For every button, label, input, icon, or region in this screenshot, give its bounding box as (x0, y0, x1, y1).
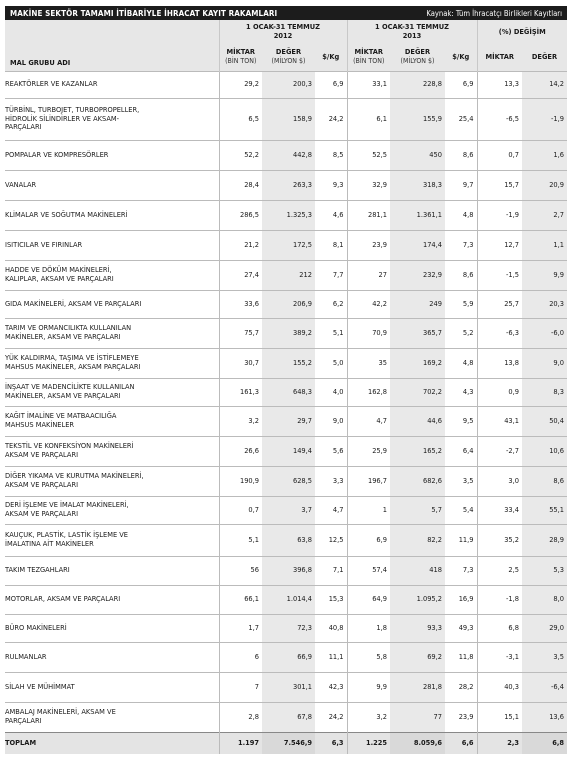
cell-miktar-2012: 190,9 (219, 466, 262, 496)
cell-deger-2013: 82,2 (390, 524, 445, 556)
cell-usdkg-2012: 24,2 (328, 113, 344, 123)
cell-miktar-2013: 281,1 (347, 200, 390, 230)
cell-name: BÜRO MAKİNELERİ (5, 622, 67, 632)
header-miktar-2013: MİKTAR (BİN TON) (347, 44, 390, 71)
cell-usdkg-2012: 3,3 (332, 475, 344, 485)
cell-usdkg-2013: 25,4 (458, 113, 474, 123)
cell-deger-2012: 72,3 (262, 614, 315, 642)
cell-name: YÜK KALDIRMA, TAŞIMA VE İSTİFLEMEYE MAHSUS MAKİNELER, AKSAM PARÇALARI (5, 353, 141, 371)
cell-usdkg-2013: 23,9 (458, 711, 474, 721)
cell-miktar-2012: 30,7 (219, 348, 262, 378)
cell-change-miktar: 25,7 (477, 290, 522, 318)
cell-deger-2012: 1.325,3 (262, 200, 315, 230)
cell-deger-2013: 174,4 (390, 230, 445, 260)
cell-usdkg-2013: 9,5 (462, 415, 474, 425)
cell-miktar-2013: 162,8 (347, 378, 390, 406)
cell-deger-2013: 249 (390, 290, 445, 318)
header-period-2013: 1 OCAK-31 TEMMUZ 2013 (347, 20, 477, 44)
cell-deger-2012: 301,1 (262, 672, 315, 702)
cell-deger-2013: 165,2 (390, 436, 445, 466)
cell-change-miktar: 6,8 (477, 614, 522, 642)
cell-miktar-2013: 52,5 (347, 140, 390, 170)
cell-change-miktar: 3,0 (477, 466, 522, 496)
cell-change-deger: 1,6 (522, 140, 567, 170)
header-change: (%) DEĞİŞİM (477, 20, 567, 44)
cell-name: TÜRBİNL, TURBOJET, TURBOPROPELLER, HİDROLİK SİLİNDİRLER VE AKSAM- PARÇALARI (5, 104, 140, 132)
cell-change-deger: 6,8 (522, 732, 567, 754)
cell-usdkg-2012: 12,5 (328, 534, 344, 544)
cell-deger-2013: 450 (390, 140, 445, 170)
cell-change-deger: 28,9 (522, 524, 567, 556)
cell-miktar-2012: 0,7 (219, 496, 262, 524)
cell-usdkg-2013: 6,9 (462, 79, 474, 89)
cell-miktar-2012: 1,7 (219, 614, 262, 642)
header-row-periods (5, 20, 567, 44)
cell-name: GIDA MAKİNELERİ, AKSAM VE PARÇALARI (5, 298, 142, 308)
table-title: MAKİNE SEKTÖR TAMAMI İTİBARİYLE İHRACAT KAYIT RAKAMLARI (10, 8, 278, 18)
cell-deger-2013: 69,2 (390, 642, 445, 672)
cell-change-deger: 20,3 (522, 290, 567, 318)
cell-miktar-2013: 32,9 (347, 170, 390, 200)
cell-change-deger: 8,0 (522, 585, 567, 614)
cell-change-miktar: -6,3 (477, 318, 522, 348)
cell-usdkg-2012: 7,1 (332, 565, 344, 575)
cell-usdkg-2012: 5,1 (332, 327, 344, 337)
cell-deger-2013: 318,3 (390, 170, 445, 200)
cell-usdkg-2012: 6,2 (332, 298, 344, 308)
cell-usdkg-2013: 9,7 (462, 179, 474, 189)
cell-deger-2013: 281,8 (390, 672, 445, 702)
cell-usdkg-2012: 7,7 (332, 269, 344, 279)
table-row (5, 702, 567, 732)
cell-name: KAUÇUK, PLASTİK, LASTİK İŞLEME VE İMALATINA AİT MAKİNELER (5, 530, 129, 548)
cell-miktar-2012: 29,2 (219, 71, 262, 98)
cell-usdkg-2013: 5,2 (462, 327, 474, 337)
cell-deger-2013: 365,7 (390, 318, 445, 348)
cell-name: POMPALAR VE KOMPRESÖRLER (5, 149, 109, 159)
cell-usdkg-2012: 9,0 (332, 415, 344, 425)
cell-change-miktar: 2,5 (477, 556, 522, 585)
cell-deger-2012: 172,5 (262, 230, 315, 260)
cell-miktar-2012: 3,2 (219, 406, 262, 436)
cell-change-deger: 1,1 (522, 230, 567, 260)
cell-deger-2013: 682,6 (390, 466, 445, 496)
cell-change-miktar: 15,7 (477, 170, 522, 200)
cell-usdkg-2012: 6,9 (332, 79, 344, 89)
table-row (5, 614, 567, 642)
cell-name: TOPLAM (5, 737, 37, 747)
cell-miktar-2012: 21,2 (219, 230, 262, 260)
cell-deger-2013: 8.059,6 (390, 732, 445, 754)
cell-miktar-2013: 42,2 (347, 290, 390, 318)
cell-deger-2012: 200,3 (262, 71, 315, 98)
header-row-columns (5, 44, 567, 71)
cell-change-miktar: -3,1 (477, 642, 522, 672)
cell-miktar-2013: 57,4 (347, 556, 390, 585)
cell-deger-2012: 212 (262, 260, 315, 290)
cell-deger-2012: 155,2 (262, 348, 315, 378)
cell-miktar-2013: 1,8 (347, 614, 390, 642)
cell-usdkg-2012: 42,3 (328, 681, 344, 691)
header-spacer (5, 20, 219, 44)
header-period-2012: 1 OCAK-31 TEMMUZ 2012 (219, 20, 347, 44)
table-row (5, 496, 567, 524)
table-row (5, 466, 567, 496)
cell-change-deger: 50,4 (522, 406, 567, 436)
cell-miktar-2013: 27 (347, 260, 390, 290)
cell-miktar-2013: 64,9 (347, 585, 390, 614)
header-change-miktar: MİKTAR (477, 44, 522, 71)
header-name-col: MAL GRUBU ADI (5, 44, 219, 71)
header-change-deger: DEĞER (522, 44, 567, 71)
cell-miktar-2013: 6,1 (347, 98, 390, 140)
cell-deger-2012: 158,9 (262, 98, 315, 140)
table-row (5, 348, 567, 378)
cell-deger-2013: 418 (390, 556, 445, 585)
table-row (5, 98, 567, 140)
cell-change-deger: 14,2 (522, 71, 567, 98)
cell-change-deger: 3,5 (522, 642, 567, 672)
table-row (5, 436, 567, 466)
cell-usdkg-2013: 7,3 (462, 239, 474, 249)
cell-miktar-2012: 28,4 (219, 170, 262, 200)
cell-miktar-2013: 35 (347, 348, 390, 378)
cell-change-deger: -1,9 (522, 98, 567, 140)
cell-change-deger: 10,6 (522, 436, 567, 466)
cell-usdkg-2012: 8,1 (332, 239, 344, 249)
cell-usdkg-2013: 11,8 (458, 651, 474, 661)
cell-deger-2013: 702,2 (390, 378, 445, 406)
cell-change-miktar: 15,1 (477, 702, 522, 732)
cell-usdkg-2012: 5,6 (332, 445, 344, 455)
cell-name: SİLAH VE MÜHİMMAT (5, 681, 75, 691)
cell-name: TAKIM TEZGAHLARI (5, 565, 70, 575)
cell-deger-2012: 1.014,4 (262, 585, 315, 614)
cell-deger-2012: 263,3 (262, 170, 315, 200)
cell-deger-2013: 232,9 (390, 260, 445, 290)
cell-change-deger: 2,7 (522, 200, 567, 230)
cell-name: VANALAR (5, 179, 37, 189)
cell-change-miktar: 33,4 (477, 496, 522, 524)
header-deger-2012: DEĞER (MİLYON $) (262, 44, 315, 71)
cell-usdkg-2013: 4,3 (462, 386, 474, 396)
header-deger-2013: DEĞER (MİLYON $) (390, 44, 445, 71)
table-row (5, 140, 567, 170)
cell-deger-2012: 66,9 (262, 642, 315, 672)
cell-deger-2012: 396,8 (262, 556, 315, 585)
cell-deger-2012: 67,8 (262, 702, 315, 732)
cell-change-miktar: -1,5 (477, 260, 522, 290)
export-table (5, 20, 567, 754)
table-row (5, 318, 567, 348)
cell-change-miktar: 0,9 (477, 378, 522, 406)
cell-usdkg-2013: 11,9 (458, 534, 474, 544)
cell-usdkg-2013: 16,9 (458, 594, 474, 604)
cell-name: KAĞIT İMALİNE VE MATBAACILIĞA MAHSUS MAKİNELER (5, 411, 117, 429)
cell-miktar-2012: 5,1 (219, 524, 262, 556)
cell-change-miktar: 40,3 (477, 672, 522, 702)
cell-deger-2012: 206,9 (262, 290, 315, 318)
cell-deger-2013: 1.361,1 (390, 200, 445, 230)
cell-usdkg-2012: 4,6 (332, 209, 344, 219)
title-bar (5, 6, 567, 20)
cell-usdkg-2013: 6,6 (461, 737, 474, 747)
cell-deger-2013: 77 (390, 702, 445, 732)
cell-change-deger: 20,9 (522, 170, 567, 200)
cell-usdkg-2013: 5,4 (462, 504, 474, 514)
cell-miktar-2012: 161,3 (219, 378, 262, 406)
cell-name: DERİ İŞLEME VE İMALAT MAKİNELERİ, AKSAM VE PARÇALARI (5, 500, 129, 518)
cell-miktar-2012: 27,4 (219, 260, 262, 290)
cell-change-deger: 29,0 (522, 614, 567, 642)
cell-name: AMBALAJ MAKİNELERİ, AKSAM VE PARÇALARI (5, 707, 116, 725)
cell-deger-2013: 44,6 (390, 406, 445, 436)
cell-change-miktar: 0,7 (477, 140, 522, 170)
cell-change-miktar: 13,3 (477, 71, 522, 98)
cell-miktar-2013: 1 (347, 496, 390, 524)
cell-name: KLİMALAR VE SOĞUTMA MAKİNELERİ (5, 209, 128, 219)
cell-usdkg-2013: 8,6 (462, 149, 474, 159)
cell-miktar-2013: 3,2 (347, 702, 390, 732)
cell-usdkg-2012: 5,0 (332, 357, 344, 367)
cell-miktar-2013: 1.225 (347, 732, 390, 754)
cell-usdkg-2013: 3,5 (462, 475, 474, 485)
cell-usdkg-2012: 11,1 (328, 651, 344, 661)
cell-change-miktar: 43,1 (477, 406, 522, 436)
cell-usdkg-2013: 4,8 (462, 357, 474, 367)
cell-usdkg-2012: 4,0 (332, 386, 344, 396)
cell-usdkg-2012: 15,3 (328, 594, 344, 604)
cell-miktar-2013: 6,9 (347, 524, 390, 556)
cell-deger-2012: 628,5 (262, 466, 315, 496)
source-note: Kaynak: Tüm İhracatçı Birlikleri Kayıtları (426, 8, 562, 18)
cell-change-miktar: -1,9 (477, 200, 522, 230)
cell-deger-2013: 5,7 (390, 496, 445, 524)
cell-usdkg-2013: 4,8 (462, 209, 474, 219)
cell-change-miktar: -6,5 (477, 98, 522, 140)
cell-name: REAKTÖRLER VE KAZANLAR (5, 79, 98, 89)
cell-deger-2012: 3,7 (262, 496, 315, 524)
cell-deger-2012: 648,3 (262, 378, 315, 406)
cell-miktar-2013: 23,9 (347, 230, 390, 260)
cell-change-miktar: 35,2 (477, 524, 522, 556)
table-row (5, 230, 567, 260)
cell-deger-2013: 169,2 (390, 348, 445, 378)
cell-miktar-2013: 196,7 (347, 466, 390, 496)
cell-change-miktar: -1,8 (477, 585, 522, 614)
cell-deger-2013: 228,8 (390, 71, 445, 98)
table-row (5, 672, 567, 702)
cell-change-deger: 8,6 (522, 466, 567, 496)
cell-name: RULMANLAR (5, 651, 47, 661)
cell-usdkg-2012: 24,2 (328, 711, 344, 721)
export-table-page (5, 6, 567, 754)
cell-usdkg-2012: 6,3 (331, 737, 344, 747)
table-row (5, 260, 567, 290)
table-row (5, 524, 567, 556)
cell-change-deger: 5,3 (522, 556, 567, 585)
table-row (5, 170, 567, 200)
cell-deger-2012: 29,7 (262, 406, 315, 436)
cell-deger-2013: 93,3 (390, 614, 445, 642)
cell-usdkg-2013: 49,3 (458, 622, 474, 632)
table-row (5, 290, 567, 318)
cell-miktar-2012: 33,6 (219, 290, 262, 318)
cell-name: HADDE VE DÖKÜM MAKİNELERİ, KALIPLAR, AKSAM VE PARÇALARI (5, 265, 114, 283)
cell-miktar-2012: 66,1 (219, 585, 262, 614)
cell-name: İNŞAAT VE MADENCİLİKTE KULLANILAN MAKİNELER, AKSAM VE PARÇALARI (5, 382, 135, 400)
table-row (5, 406, 567, 436)
cell-miktar-2012: 52,2 (219, 140, 262, 170)
cell-miktar-2013: 5,8 (347, 642, 390, 672)
cell-miktar-2012: 26,6 (219, 436, 262, 466)
cell-usdkg-2013: 7,3 (462, 565, 474, 575)
cell-miktar-2012: 1.197 (219, 732, 262, 754)
table-row (5, 71, 567, 98)
cell-name: TARIM VE ORMANCILIKTA KULLANILAN MAKİNELER, AKSAM VE PARÇALARI (5, 323, 132, 341)
cell-deger-2012: 7.546,9 (262, 732, 315, 754)
cell-deger-2013: 1.095,2 (390, 585, 445, 614)
cell-usdkg-2013: 5,9 (462, 298, 474, 308)
cell-change-deger: 55,1 (522, 496, 567, 524)
cell-change-miktar: 2,3 (477, 732, 522, 754)
cell-name: MOTORLAR, AKSAM VE PARÇALARI (5, 594, 121, 604)
cell-deger-2012: 63,8 (262, 524, 315, 556)
cell-usdkg-2013: 6,4 (462, 445, 474, 455)
table-row (5, 378, 567, 406)
cell-miktar-2012: 286,5 (219, 200, 262, 230)
table-row (5, 200, 567, 230)
cell-usdkg-2012: 9,3 (332, 179, 344, 189)
cell-miktar-2012: 56 (219, 556, 262, 585)
header-usdkg-2013: $/Kg (445, 44, 477, 71)
cell-change-deger: 13,6 (522, 702, 567, 732)
cell-miktar-2012: 7 (219, 672, 262, 702)
cell-change-miktar: -2,7 (477, 436, 522, 466)
cell-usdkg-2012: 40,8 (328, 622, 344, 632)
cell-name: TEKSTİL VE KONFEKSİYON MAKİNELERİ AKSAM VE PARÇALARI (5, 441, 134, 459)
cell-change-miktar: 12,7 (477, 230, 522, 260)
cell-name: ISITICILAR VE FIRINLAR (5, 239, 83, 249)
cell-miktar-2013: 4,7 (347, 406, 390, 436)
cell-change-deger: 9,9 (522, 260, 567, 290)
cell-miktar-2013: 70,9 (347, 318, 390, 348)
cell-miktar-2013: 9,9 (347, 672, 390, 702)
cell-change-deger: -6,4 (522, 672, 567, 702)
cell-usdkg-2013: 28,2 (458, 681, 474, 691)
table-row (5, 585, 567, 614)
total-row (5, 732, 567, 754)
cell-miktar-2013: 33,1 (347, 71, 390, 98)
cell-change-deger: 8,3 (522, 378, 567, 406)
cell-miktar-2012: 6 (219, 642, 262, 672)
cell-deger-2013: 155,9 (390, 98, 445, 140)
cell-change-deger: 9,0 (522, 348, 567, 378)
cell-usdkg-2012: 4,7 (332, 504, 344, 514)
cell-deger-2012: 442,8 (262, 140, 315, 170)
cell-name: DİĞER YIKAMA VE KURUTMA MAKİNELERİ, AKSAM VE PARÇALARI (5, 471, 144, 489)
header-miktar-2012: MİKTAR (BİN TON) (219, 44, 262, 71)
cell-miktar-2012: 75,7 (219, 318, 262, 348)
table-row (5, 642, 567, 672)
cell-usdkg-2013: 8,6 (462, 269, 474, 279)
cell-usdkg-2012: 8,5 (332, 149, 344, 159)
header-usdkg-2012: $/Kg (315, 44, 347, 71)
cell-miktar-2012: 6,5 (219, 98, 262, 140)
cell-miktar-2012: 2,8 (219, 702, 262, 732)
cell-miktar-2013: 25,9 (347, 436, 390, 466)
cell-deger-2012: 389,2 (262, 318, 315, 348)
cell-change-deger: -6,0 (522, 318, 567, 348)
cell-deger-2012: 149,4 (262, 436, 315, 466)
cell-change-miktar: 13,8 (477, 348, 522, 378)
table-row (5, 556, 567, 585)
